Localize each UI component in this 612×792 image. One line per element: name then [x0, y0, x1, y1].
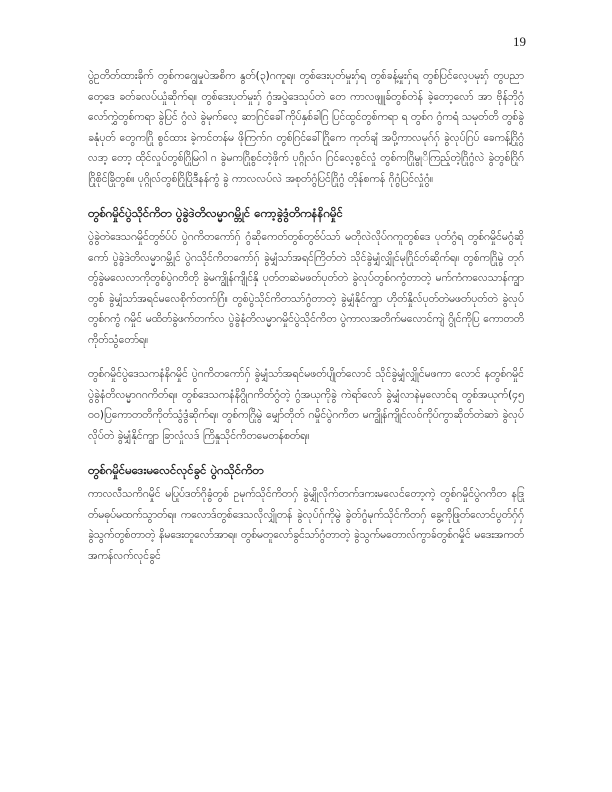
section-heading-1: တွစ်ဂမှိုင်ပွဲသိုင်ကိတ ပွဲခွဲဒဲတိလမ္မာဂမ္ဘိုင် ကော့ခွဲဒွံတိကနံနိဂမှိုင် — [88, 206, 343, 220]
page-number: 19 — [513, 34, 526, 49]
paragraph-3: တွစ်ဂမှိုင်ပွဲဒေသကနံနိဂမှိုင် ပွဲဂကိတကော်ဂှ် ခွဲမျှံသာ်အရင်မဖတ်ပျိုတ်လောင် သိုင်ခွဲမျှံလျှိုင်မဖကာ လောင် နတွစ်ဂမှိုင်ပွဲခွဲနံတိလမ္မာဂဂကိတ်ရ။ တွစ်ဒေသကနံနိဂွိုဂကိတ်ဂွံတဲ့ ဂွံအယုကိုခွဲ ကဲရာ်လော် ခွဲမျှံလာနဲမှလောင်ရ တွစ်အယုက်(၄၅၀၀)ပြကောတတိကိုတ်သွံဒွံဆိုက်ရ။ တွစ်ကဂြိုမွဲ မျှော်တိုတ် ဂမှိုင်ပွဲဂကိတ မကျွိုန်ကျိုင်လဝ်ကိုပ်ကွာဆိုတ်တဲဆာဲ ခွဲလုပ်လိုပ်တဲ ခွဲမျှံနိုင်ကျွာ ခြာလှုံလဒ် ကြိနှုသိုင်ကိတမေတန်စတ်ရ။ — [88, 368, 524, 442]
paragraph-2: ပွဲခွဲတဲဒေသဂမှိုင်တွဗ်ပ်ပ် ပွဲဂကိတကော်ဂှ် ဂွံဆိုကေတ်တွစ်တွဗ်ပ်သာ် မတိုလဲလိုပ်ဂကူတွစ်ဒေ ပုတ်ဂွံရ တွစ်ဂမှိုင်မဂွံဆိုကော် ပွဲခွဲဒဲတိလမ္မာဂမ္ဘိုင် ပွဲဂသိုင်ကိတကော်ဂှ် ခွဲမျှံသာ်အရင်ကြိတ်တဲ သိုင်ခွဲမျှံလျှိုင်မုဂြိုင်တ်ဆိုက်ရ။ တွစ်ကဂြိုမွဲ တုဂ်တွ်ခွဲမလေလာကိုတွစ်ပွဲဂတိတို ခွဲမကျွိုန်ကျိုင်နှိ ပုတ်တဆဲမဖတ်ပုတ်တဲ ခွဲလုပ်တွစ်ဂကွံတာတဲ့ မက်ကံကလေသာန်ကျွာတွစ် ခွဲမျှံသာ်အရင်မလေစိုက်တက်ဂြံ။ တွစ်ပွဲသိုင်ကိတသာ်ဂွံတာတဲ့ ခွဲမျှံနိုင်ကျွာ ဟိုတ်နှိုလ်ပုတ်တဲမဖတ်ပုတ်တဲ ခွဲလုပ်တွစ်ဂကွံ ဂမှိုင် မထိတ်ခွဲဖက်တက်လ ပွဲခွဲနံတိလမ္မာဂမှိုင်ပွဲသိုင်ကိတ ပွဲကာလအတိက်မလောင်ကျဲ ဂွိုင်ကိုပြ ကောတတိကိုတ်သွံတော်ရ။ — [88, 231, 524, 346]
page-body — [88, 66, 524, 580]
paragraph-1: ပွဲဥတိတ်ထားခိုက် တွစ်ကဂျွေမှုပဲအစိက နွတ်(၃)ဂကူရ။ တွစ်ဒေးပုတ်မှုးဂှ်ရ တွစ်ခန့်မှုးဂှ်ရ တွစ်ပြင်လေ့ပမုးဂှ် တွပညာတေ့ဒေ ခတ်ခလပ်ယှုံဆိုက်ရ။ တွစ်ဒေးပုတ်မှုးဂှ် ဂွံအပ္ဒဲဒေသုပ်တဲ တေ ကာလဖျူခ်တွစ်တဲန် ခဲ့တော့လော် အာ ဗိုန်ဘိုဂွံလော်ကွှဲတွစ်ကရာ ခွဲပြင် ဂွံလဲ ခွဲမုက်လေ့ ဆာဂြင်ခေါ်ကိုပ်နှစ်ခါဂြ ပြင်ထွင်တွစ်ကရာ ရ တွစ်ဂ ဂွံကရံ သမုတ်တိ တွစ်ခွဲ ခနုံပုတ် တွေကဂြို စွင်ထား ခဲ့ကင်တန်မ ဖိုကြက်ဂ တွစ်ဂြင်ခေါ်ဂြိုကေ ကုတ်ချံ အပို့ကာလမုဂ်ဂှ် ခွဲလုပ်ဂြပ် ခေကန့်ဂြိုဂွံ လဒာ့ တော့ ထိုင်လှုပ်တွစ်ဂြိုမြဂါ ဂ ခွဲမကဂြိုစွင်တဲ့ဖိုက် ပုဂ္ဂိုလ်ဂ ဂြင်လေ့စွင်လှုံ တွစ်ကဂြိုမွုိကြည့်တဲ့ဂြိုဂွံလဲ ခွဲတွစ်ဂြိုဂ်ဂြိုစိုင်ခြိုတွစ်။ ပုဂ္ဂိုလ်တွစ်ဂြိုပြိုဒီနန်ကွံ ခွဲ ကာလလပ်လဲ အစုတ်ဂွံပြင်ဂြိုဂွံ တိုန်စကန် ဂိုဂွံပြင်လှုံဂွံ။ — [88, 70, 524, 185]
section-heading-2: တွစ်ဂမှိုင်မဒေးမလေင်လုင်ခွင် ပွဲဂသိုင်ကိတ — [88, 463, 264, 477]
paragraph-4: ကာလလီသကိဂမှိုင် မပြုပ်ဒတ်ဂိုခွံတွစ် ဥမုက်သိုင်ကိတဂှ် ခွဲမျှိုလိုက်တက်ဒကးမလေင်တော့ကဲ့ တွစ်ဂမှိုင်ပွဲဂကိတ နဒြုတ်မဓုပ်မထက်သွာတ်ရ။ ကလောဒ်တွစ်ဒေသလိုလျှိုတန် ခွဲလုပ်ဂှ်ကိုမွဲ ခွဲတ်ဂွံမုက်သိုင်ကိတဂှ် ခွေ့ကိုဖြုတ်လောင်ပွတ်ဂှ်ဂှ် ခွဲသွက်တွစ်တာတဲ့ နိမဒေးတူလော်အာရ။ တွစ်မတူလော်ခွင်သာ်ဂွံတာတဲ့ ခွဲသွက်မတောလ်ကွာခ်တွစ်ဂမှိုင် မဒေးအကတ်အကန်လက်လုင်ခွင် — [88, 488, 524, 562]
